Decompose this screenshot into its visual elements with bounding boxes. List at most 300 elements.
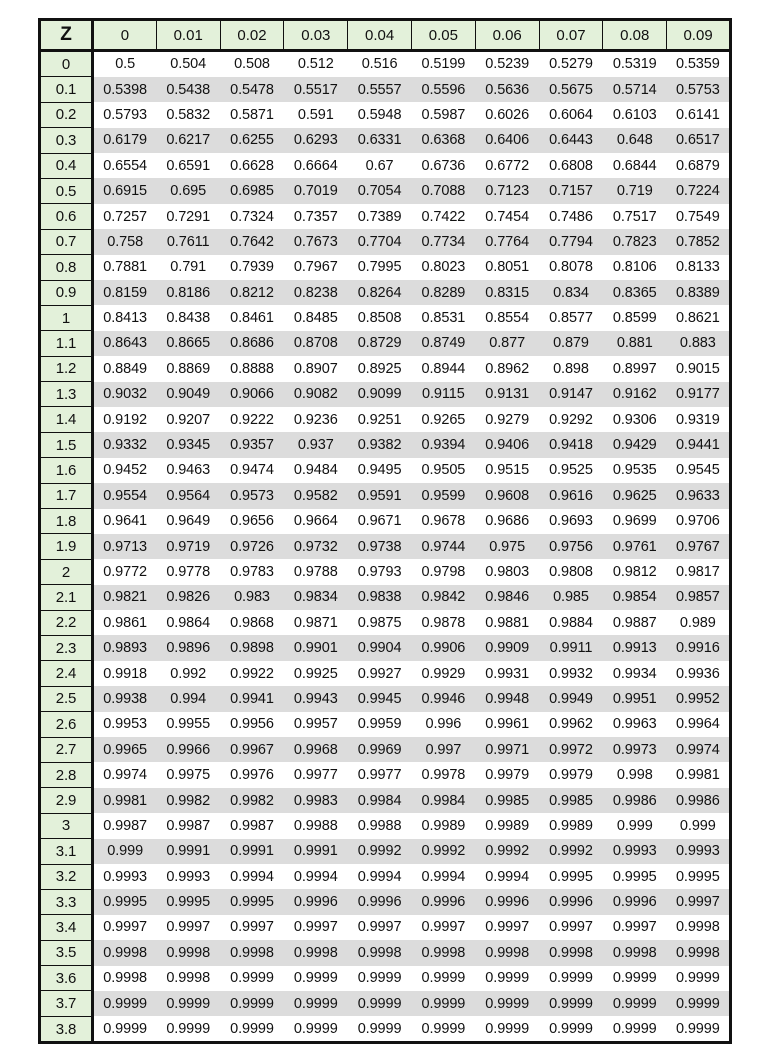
probability-cell: 0.9999 [475, 1016, 539, 1042]
probability-cell: 0.9993 [93, 864, 157, 889]
probability-cell: 0.9916 [667, 635, 731, 660]
z-value-cell: 0.5 [40, 178, 93, 203]
probability-cell: 0.9893 [93, 635, 157, 660]
probability-cell: 0.516 [348, 51, 412, 77]
probability-cell: 0.5478 [220, 77, 284, 102]
probability-cell: 0.9994 [475, 864, 539, 889]
probability-cell: 0.6179 [93, 128, 157, 153]
table-row [40, 889, 731, 914]
probability-cell: 0.9999 [539, 1016, 603, 1042]
probability-cell: 0.8315 [475, 280, 539, 305]
table-row [40, 915, 731, 940]
probability-cell: 0.9913 [603, 635, 667, 660]
probability-cell: 0.937 [284, 432, 348, 457]
table-row [40, 153, 731, 178]
probability-cell: 0.9857 [667, 585, 731, 610]
probability-cell: 0.9999 [667, 1016, 731, 1042]
z-value-cell: 0.4 [40, 153, 93, 178]
probability-cell: 0.834 [539, 280, 603, 305]
probability-cell: 0.9279 [475, 407, 539, 432]
probability-cell: 0.5596 [411, 77, 475, 102]
probability-cell: 0.5871 [220, 102, 284, 127]
probability-cell: 0.9927 [348, 661, 412, 686]
table-row [40, 509, 731, 534]
probability-cell: 0.9982 [156, 788, 220, 813]
probability-cell: 0.9991 [284, 839, 348, 864]
probability-cell: 0.9997 [348, 915, 412, 940]
probability-cell: 0.9999 [667, 991, 731, 1016]
probability-cell: 0.998 [603, 762, 667, 787]
probability-cell: 0.8238 [284, 280, 348, 305]
probability-cell: 0.9974 [93, 762, 157, 787]
probability-cell: 0.9994 [348, 864, 412, 889]
z-value-cell: 2 [40, 559, 93, 584]
probability-cell: 0.9875 [348, 610, 412, 635]
probability-cell: 0.9573 [220, 483, 284, 508]
probability-cell: 0.989 [667, 610, 731, 635]
probability-cell: 0.9988 [348, 813, 412, 838]
probability-cell: 0.591 [284, 102, 348, 127]
probability-cell: 0.7794 [539, 229, 603, 254]
probability-cell: 0.6628 [220, 153, 284, 178]
z-corner-header: Z [40, 20, 93, 51]
probability-cell: 0.7642 [220, 229, 284, 254]
probability-cell: 0.6443 [539, 128, 603, 153]
probability-cell: 0.9999 [603, 991, 667, 1016]
probability-cell: 0.9997 [220, 915, 284, 940]
probability-cell: 0.7995 [348, 255, 412, 280]
header-row [40, 20, 731, 51]
table-body [40, 51, 731, 1043]
probability-cell: 0.9678 [411, 509, 475, 534]
z-table-container [38, 18, 729, 1044]
probability-cell: 0.9332 [93, 432, 157, 457]
probability-cell: 0.8365 [603, 280, 667, 305]
probability-cell: 0.7224 [667, 178, 731, 203]
probability-cell: 0.9319 [667, 407, 731, 432]
probability-cell: 0.9998 [156, 940, 220, 965]
probability-cell: 0.5359 [667, 51, 731, 77]
probability-cell: 0.6915 [93, 178, 157, 203]
table-row [40, 686, 731, 711]
table-row [40, 966, 731, 991]
probability-cell: 0.8599 [603, 305, 667, 330]
probability-cell: 0.9996 [284, 889, 348, 914]
probability-cell: 0.9936 [667, 661, 731, 686]
probability-cell: 0.9463 [156, 458, 220, 483]
probability-cell: 0.9999 [603, 1016, 667, 1042]
probability-cell: 0.9996 [348, 889, 412, 914]
z-value-cell: 0.1 [40, 77, 93, 102]
probability-cell: 0.9997 [603, 915, 667, 940]
probability-cell: 0.6331 [348, 128, 412, 153]
probability-cell: 0.8508 [348, 305, 412, 330]
probability-cell: 0.8944 [411, 356, 475, 381]
probability-cell: 0.9441 [667, 432, 731, 457]
probability-cell: 0.9671 [348, 509, 412, 534]
z-value-cell: 1.9 [40, 534, 93, 559]
probability-cell: 0.9545 [667, 458, 731, 483]
probability-cell: 0.9854 [603, 585, 667, 610]
probability-cell: 0.9991 [156, 839, 220, 864]
probability-cell: 0.9995 [93, 889, 157, 914]
probability-cell: 0.7704 [348, 229, 412, 254]
probability-cell: 0.8708 [284, 331, 348, 356]
probability-cell: 0.5517 [284, 77, 348, 102]
probability-cell: 0.9884 [539, 610, 603, 635]
column-header: 0.01 [156, 20, 220, 51]
probability-cell: 0.719 [603, 178, 667, 203]
probability-cell: 0.9984 [411, 788, 475, 813]
probability-cell: 0.9994 [284, 864, 348, 889]
probability-cell: 0.9945 [348, 686, 412, 711]
probability-cell: 0.9564 [156, 483, 220, 508]
probability-cell: 0.9998 [156, 966, 220, 991]
column-header: 0.06 [475, 20, 539, 51]
probability-cell: 0.9964 [667, 712, 731, 737]
probability-cell: 0.9713 [93, 534, 157, 559]
z-value-cell: 2.7 [40, 737, 93, 762]
probability-cell: 0.9987 [93, 813, 157, 838]
probability-cell: 0.9265 [411, 407, 475, 432]
probability-cell: 0.9738 [348, 534, 412, 559]
probability-cell: 0.9978 [411, 762, 475, 787]
z-value-cell: 2.9 [40, 788, 93, 813]
probability-cell: 0.9838 [348, 585, 412, 610]
probability-cell: 0.9868 [220, 610, 284, 635]
probability-cell: 0.9976 [220, 762, 284, 787]
probability-cell: 0.9236 [284, 407, 348, 432]
probability-cell: 0.7291 [156, 204, 220, 229]
probability-cell: 0.9808 [539, 559, 603, 584]
probability-cell: 0.9997 [667, 889, 731, 914]
probability-cell: 0.9948 [475, 686, 539, 711]
z-value-cell: 1 [40, 305, 93, 330]
probability-cell: 0.9793 [348, 559, 412, 584]
probability-cell: 0.9222 [220, 407, 284, 432]
probability-cell: 0.8665 [156, 331, 220, 356]
probability-cell: 0.9821 [93, 585, 157, 610]
z-value-cell: 3.8 [40, 1016, 93, 1042]
probability-cell: 0.9115 [411, 382, 475, 407]
z-value-cell: 2.8 [40, 762, 93, 787]
probability-cell: 0.9953 [93, 712, 157, 737]
probability-cell: 0.5636 [475, 77, 539, 102]
probability-cell: 0.9999 [220, 1016, 284, 1042]
probability-cell: 0.9988 [284, 813, 348, 838]
probability-cell: 0.7054 [348, 178, 412, 203]
probability-cell: 0.5199 [411, 51, 475, 77]
probability-cell: 0.9767 [667, 534, 731, 559]
probability-cell: 0.9864 [156, 610, 220, 635]
probability-cell: 0.9934 [603, 661, 667, 686]
probability-cell: 0.9985 [539, 788, 603, 813]
probability-cell: 0.9969 [348, 737, 412, 762]
z-value-cell: 1.7 [40, 483, 93, 508]
probability-cell: 0.9995 [667, 864, 731, 889]
probability-cell: 0.9977 [284, 762, 348, 787]
probability-cell: 0.9452 [93, 458, 157, 483]
table-row [40, 534, 731, 559]
probability-cell: 0.8461 [220, 305, 284, 330]
table-row [40, 839, 731, 864]
probability-cell: 0.7673 [284, 229, 348, 254]
probability-cell: 0.9382 [348, 432, 412, 457]
probability-cell: 0.7611 [156, 229, 220, 254]
probability-cell: 0.9981 [93, 788, 157, 813]
probability-cell: 0.7257 [93, 204, 157, 229]
probability-cell: 0.9505 [411, 458, 475, 483]
probability-cell: 0.9959 [348, 712, 412, 737]
z-value-cell: 2.1 [40, 585, 93, 610]
table-row [40, 635, 731, 660]
probability-cell: 0.8643 [93, 331, 157, 356]
probability-cell: 0.9989 [539, 813, 603, 838]
probability-cell: 0.9999 [411, 966, 475, 991]
probability-cell: 0.9983 [284, 788, 348, 813]
probability-cell: 0.9608 [475, 483, 539, 508]
table-row [40, 128, 731, 153]
probability-cell: 0.9995 [156, 889, 220, 914]
probability-cell: 0.512 [284, 51, 348, 77]
probability-cell: 0.9996 [539, 889, 603, 914]
probability-cell: 0.9974 [667, 737, 731, 762]
probability-cell: 0.9788 [284, 559, 348, 584]
probability-cell: 0.9406 [475, 432, 539, 457]
z-value-cell: 1.6 [40, 458, 93, 483]
z-value-cell: 1.1 [40, 331, 93, 356]
probability-cell: 0.9591 [348, 483, 412, 508]
probability-cell: 0.9999 [475, 991, 539, 1016]
z-value-cell: 3.6 [40, 966, 93, 991]
probability-cell: 0.9099 [348, 382, 412, 407]
probability-cell: 0.9842 [411, 585, 475, 610]
probability-cell: 0.9985 [475, 788, 539, 813]
probability-cell: 0.9394 [411, 432, 475, 457]
probability-cell: 0.8389 [667, 280, 731, 305]
probability-cell: 0.9922 [220, 661, 284, 686]
z-value-cell: 1.2 [40, 356, 93, 381]
probability-cell: 0.9904 [348, 635, 412, 660]
probability-cell: 0.8186 [156, 280, 220, 305]
probability-cell: 0.6879 [667, 153, 731, 178]
probability-cell: 0.5239 [475, 51, 539, 77]
probability-cell: 0.985 [539, 585, 603, 610]
probability-cell: 0.996 [411, 712, 475, 737]
z-value-cell: 3.7 [40, 991, 93, 1016]
probability-cell: 0.6293 [284, 128, 348, 153]
probability-cell: 0.9918 [93, 661, 157, 686]
probability-cell: 0.9826 [156, 585, 220, 610]
probability-cell: 0.8413 [93, 305, 157, 330]
probability-cell: 0.9992 [348, 839, 412, 864]
column-header: 0 [93, 20, 157, 51]
probability-cell: 0.5279 [539, 51, 603, 77]
probability-cell: 0.7422 [411, 204, 475, 229]
table-row [40, 178, 731, 203]
probability-cell: 0.9162 [603, 382, 667, 407]
probability-cell: 0.9761 [603, 534, 667, 559]
probability-cell: 0.9066 [220, 382, 284, 407]
table-row [40, 204, 731, 229]
z-value-cell: 1.4 [40, 407, 93, 432]
probability-cell: 0.9656 [220, 509, 284, 534]
probability-cell: 0.9984 [348, 788, 412, 813]
probability-cell: 0.6064 [539, 102, 603, 127]
probability-cell: 0.6591 [156, 153, 220, 178]
probability-cell: 0.6217 [156, 128, 220, 153]
probability-cell: 0.5832 [156, 102, 220, 127]
probability-cell: 0.9878 [411, 610, 475, 635]
table-row [40, 991, 731, 1016]
probability-cell: 0.9949 [539, 686, 603, 711]
probability-cell: 0.9699 [603, 509, 667, 534]
probability-cell: 0.5557 [348, 77, 412, 102]
table-row [40, 864, 731, 889]
probability-cell: 0.9925 [284, 661, 348, 686]
probability-cell: 0.9834 [284, 585, 348, 610]
column-header: 0.07 [539, 20, 603, 51]
table-row [40, 762, 731, 787]
probability-cell: 0.9706 [667, 509, 731, 534]
probability-cell: 0.504 [156, 51, 220, 77]
probability-cell: 0.9997 [411, 915, 475, 940]
probability-cell: 0.7389 [348, 204, 412, 229]
z-value-cell: 3.3 [40, 889, 93, 914]
probability-cell: 0.9756 [539, 534, 603, 559]
probability-cell: 0.9251 [348, 407, 412, 432]
probability-cell: 0.9967 [220, 737, 284, 762]
probability-cell: 0.9989 [475, 813, 539, 838]
probability-cell: 0.8212 [220, 280, 284, 305]
probability-cell: 0.791 [156, 255, 220, 280]
probability-cell: 0.7486 [539, 204, 603, 229]
probability-cell: 0.9998 [603, 940, 667, 965]
table-row [40, 382, 731, 407]
probability-cell: 0.9812 [603, 559, 667, 584]
probability-cell: 0.9994 [220, 864, 284, 889]
probability-cell: 0.758 [93, 229, 157, 254]
probability-cell: 0.6141 [667, 102, 731, 127]
probability-cell: 0.9999 [411, 1016, 475, 1042]
probability-cell: 0.6736 [411, 153, 475, 178]
probability-cell: 0.9686 [475, 509, 539, 534]
probability-cell: 0.8051 [475, 255, 539, 280]
probability-cell: 0.9968 [284, 737, 348, 762]
probability-cell: 0.5793 [93, 102, 157, 127]
probability-cell: 0.9664 [284, 509, 348, 534]
probability-cell: 0.9998 [220, 940, 284, 965]
probability-cell: 0.9943 [284, 686, 348, 711]
probability-cell: 0.9911 [539, 635, 603, 660]
probability-cell: 0.9999 [348, 991, 412, 1016]
probability-cell: 0.9989 [411, 813, 475, 838]
probability-cell: 0.5398 [93, 77, 157, 102]
probability-cell: 0.9798 [411, 559, 475, 584]
probability-cell: 0.7823 [603, 229, 667, 254]
probability-cell: 0.8133 [667, 255, 731, 280]
z-value-cell: 2.3 [40, 635, 93, 660]
probability-cell: 0.8438 [156, 305, 220, 330]
table-row [40, 610, 731, 635]
probability-cell: 0.9986 [667, 788, 731, 813]
z-value-cell: 1.8 [40, 509, 93, 534]
probability-cell: 0.9957 [284, 712, 348, 737]
probability-cell: 0.8159 [93, 280, 157, 305]
probability-cell: 0.9693 [539, 509, 603, 534]
probability-cell: 0.6026 [475, 102, 539, 127]
probability-cell: 0.648 [603, 128, 667, 153]
table-row [40, 229, 731, 254]
probability-cell: 0.5319 [603, 51, 667, 77]
probability-cell: 0.9998 [93, 966, 157, 991]
probability-cell: 0.695 [156, 178, 220, 203]
probability-cell: 0.9082 [284, 382, 348, 407]
table-row [40, 432, 731, 457]
probability-cell: 0.9973 [603, 737, 667, 762]
probability-cell: 0.9946 [411, 686, 475, 711]
probability-cell: 0.9997 [284, 915, 348, 940]
probability-cell: 0.8106 [603, 255, 667, 280]
probability-cell: 0.8264 [348, 280, 412, 305]
probability-cell: 0.9909 [475, 635, 539, 660]
table-row [40, 255, 731, 280]
probability-cell: 0.7088 [411, 178, 475, 203]
probability-cell: 0.9726 [220, 534, 284, 559]
probability-cell: 0.997 [411, 737, 475, 762]
probability-cell: 0.9979 [539, 762, 603, 787]
probability-cell: 0.67 [348, 153, 412, 178]
probability-cell: 0.9049 [156, 382, 220, 407]
z-value-cell: 0.7 [40, 229, 93, 254]
z-value-cell: 1.3 [40, 382, 93, 407]
probability-cell: 0.7019 [284, 178, 348, 203]
probability-cell: 0.8925 [348, 356, 412, 381]
probability-cell: 0.8554 [475, 305, 539, 330]
probability-cell: 0.9906 [411, 635, 475, 660]
z-value-cell: 3.2 [40, 864, 93, 889]
probability-cell: 0.7123 [475, 178, 539, 203]
probability-cell: 0.992 [156, 661, 220, 686]
probability-cell: 0.9998 [348, 940, 412, 965]
probability-cell: 0.9515 [475, 458, 539, 483]
probability-cell: 0.9952 [667, 686, 731, 711]
probability-cell: 0.9641 [93, 509, 157, 534]
probability-cell: 0.8577 [539, 305, 603, 330]
probability-cell: 0.7764 [475, 229, 539, 254]
probability-cell: 0.9992 [411, 839, 475, 864]
probability-cell: 0.999 [667, 813, 731, 838]
probability-cell: 0.6255 [220, 128, 284, 153]
probability-cell: 0.9995 [539, 864, 603, 889]
column-header: 0.09 [667, 20, 731, 51]
probability-cell: 0.9778 [156, 559, 220, 584]
probability-cell: 0.7324 [220, 204, 284, 229]
probability-cell: 0.9999 [348, 966, 412, 991]
probability-cell: 0.9951 [603, 686, 667, 711]
probability-cell: 0.5987 [411, 102, 475, 127]
probability-cell: 0.975 [475, 534, 539, 559]
probability-cell: 0.9993 [667, 839, 731, 864]
probability-cell: 0.6985 [220, 178, 284, 203]
probability-cell: 0.9032 [93, 382, 157, 407]
probability-cell: 0.9996 [603, 889, 667, 914]
table-row [40, 102, 731, 127]
probability-cell: 0.9992 [539, 839, 603, 864]
probability-cell: 0.9357 [220, 432, 284, 457]
probability-cell: 0.9987 [156, 813, 220, 838]
probability-cell: 0.9995 [603, 864, 667, 889]
